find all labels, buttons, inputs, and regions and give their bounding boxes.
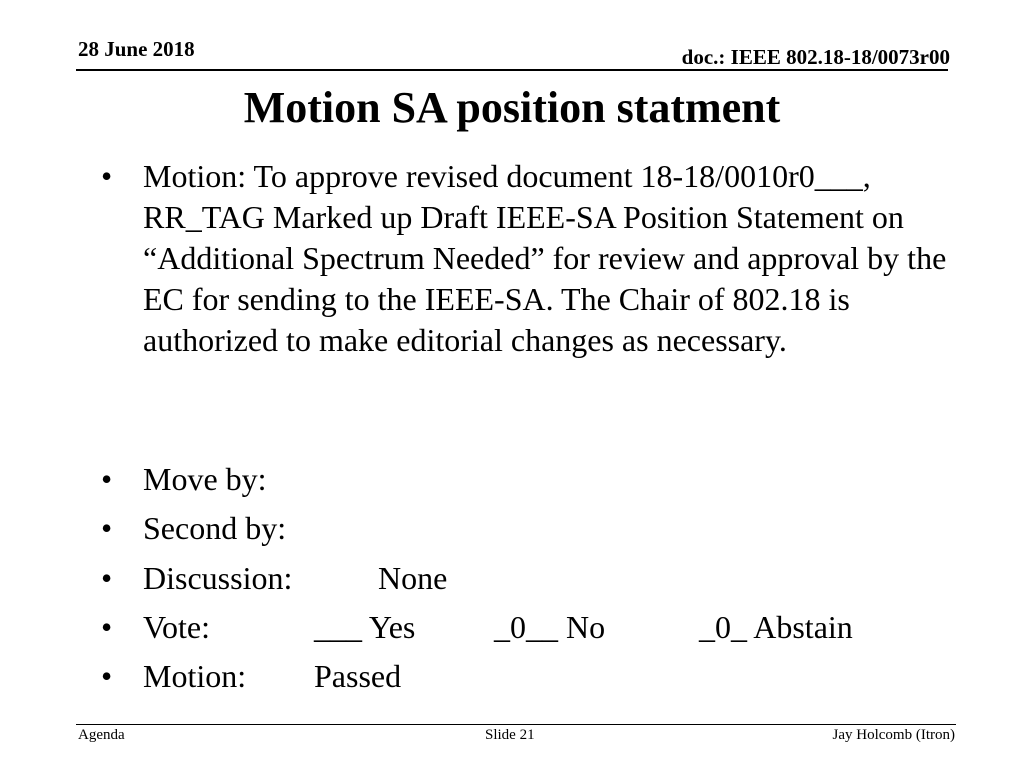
bullet-motion-result [143, 656, 402, 697]
footer-author: Jay Holcomb (Itron) [832, 727, 955, 743]
slide-title: Motion SA position statment [243, 83, 781, 132]
footer-slide-number: Slide 21 [485, 727, 535, 743]
motion-result-label: Motion: [143, 658, 247, 694]
header-doc-id: doc.: IEEE 802.18-18/0073r00 [681, 45, 950, 69]
vote-yes: ___ Yes [314, 609, 416, 645]
footer-left: Agenda [78, 727, 125, 743]
discussion-value: None [378, 560, 448, 596]
bullet-move-by: • Move by: [143, 459, 267, 500]
footer-divider [76, 724, 956, 725]
vote-abstain: _0_ Abstain [699, 609, 853, 645]
header-divider [76, 69, 948, 71]
vote-label: Vote: [143, 609, 210, 645]
bullet-vote [143, 607, 853, 648]
discussion-label: Discussion: [143, 560, 293, 596]
bullet-discussion [143, 558, 448, 599]
motion-result-value: Passed [314, 658, 402, 694]
header-date: 28 June 2018 [78, 37, 195, 61]
bullet-second-by: • Second by: [143, 508, 286, 549]
bullet-motion-text: • Motion: To approve revised document 18-18/0010r0___, RR_TAG Marked up Draft IEEE-SA Position Statement on “Additional Spectrum Needed” for review and approval by the EC for sending to the IEEE-SA. The Chair of 802.18 is authorized to make editorial changes as necessary. [143, 156, 953, 361]
vote-no: _0__ No [494, 609, 606, 645]
